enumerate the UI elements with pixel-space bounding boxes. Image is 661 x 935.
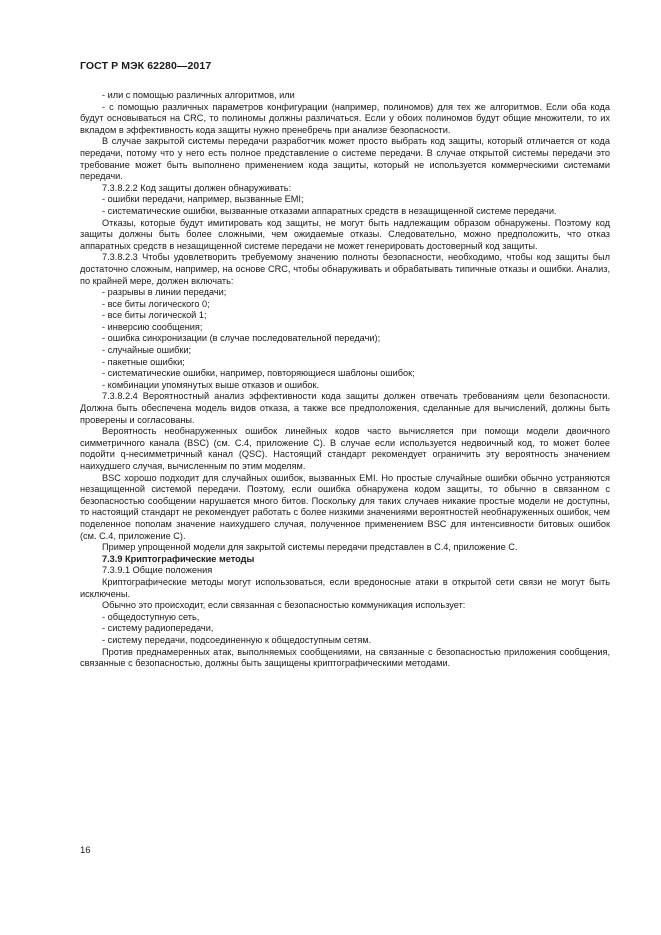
paragraph: Против преднамеренных атак, выполняемых сообщениями, на связанные с безопасностью приложения сообщения, связанные с безопасностью, должны быть защищены криптографическими методами. — [80, 646, 610, 669]
list-item: - систему радиопередачи, — [102, 623, 214, 634]
paragraph: Отказы, которые будут имитировать код защиты, не могут быть надлежащим образом обнаружены. Поэтому код защиты должны быть более сложными, чем ожидаемые отказы. Следовательно, можно предположить, что отказ аппаратных средств в незащищенной системе передачи не может генерировать достоверный код защиты. — [80, 217, 610, 251]
paragraph: Вероятность необнаруженных ошибок линейных кодов часто вычисляется при помощи модели двоичного симметричного канала (BSC) (см. С.4, приложение С). В случае если используется недвоичный код, то может более подойти q-несимметричный канал (QSC). Настоящий стандарт рекомендует ограничить эту вероятность значением наихудшего случая, вычисленным по этим моделям. — [80, 426, 610, 471]
paragraph: 7.3.8.2.3 Чтобы удовлетворить требуемому значению полноты безопасности, необходимо, чтобы код защиты был достаточно сложным, например, на основе CRC, чтобы обнаруживать и обрабатывать типичные отказы и ошибки. Анализ, по крайней мере, должен включать: — [80, 252, 610, 286]
paragraph: - систематические ошибки, вызванные отказами аппаратных средств в незащищенной системе передачи. — [102, 205, 557, 216]
list-item: - ошибка синхронизации (в случае последовательной передачи); — [102, 333, 381, 344]
list-item: - разрывы в линии передачи; — [102, 287, 227, 298]
document-header: ГОСТ Р МЭК 62280—2017 — [80, 60, 212, 72]
paragraph: - с помощью различных параметров конфигурации (например, полиномов) для тех же алгоритмов. Если оба кода будут основываться на CRC, то полиномы должны различаться. Если у обоих полиномов будут общие множители, то их вкладом в эффективность кода защиты нужно пренебречь при анализе безопасности. — [80, 101, 610, 135]
paragraph: 7.3.8.2.4 Вероятностный анализ эффективности кода защиты должен отвечать требованиям цели безопасности. Должна быть обеспечена модель видов отказа, а также все предположения, сделанные для вычислений, должны быть проверены и согласованы. — [80, 391, 610, 425]
list-item: - случайные ошибки; — [102, 345, 192, 356]
list-item: - пакетные ошибки; — [102, 356, 185, 367]
list-item: - ошибки передачи, например, вызванные EMI; — [102, 194, 304, 205]
paragraph: BSC хорошо подходит для случайных ошибок, вызванных EMI. Но простые случайные ошибки обычно устраняются незащищенной системой передачи. Поэтому, если ошибка обнаружена кодом защиты, то обычно в связанном с безопасностью сообщении нарушается много битов. Поскольку для таких случаев никакие простые модели не доступны, то настоящий стандарт не рекомендует работать с более низкими значениями вероятностей необнаруженных ошибок, чем поделенное пополам значение наихудшего случая, полученное применением BSC для интенсивности битовых ошибок (см. С.4, приложение С). — [80, 472, 610, 541]
list-item: - комбинации упомянутых выше отказов и ошибок. — [102, 379, 320, 390]
list-item: - общедоступную сеть, — [102, 611, 200, 622]
list-item: - все биты логического 0; — [102, 298, 210, 309]
list-item: - все биты логической 1; — [102, 310, 207, 321]
list-item: - или с помощью различных алгоритмов, или — [102, 90, 295, 100]
paragraph: Обычно это происходит, если связанная с безопасностью коммуникация использует: — [102, 600, 466, 611]
list-item: - систему передачи, подсоединенную к общедоступным сетям. — [102, 634, 372, 645]
list-item: - инверсию сообщения; — [102, 321, 203, 332]
paragraph: Пример упрощенной модели для закрытой системы передачи представлен в С.4, приложение С. — [102, 542, 518, 553]
paragraph: 7.3.8.2.2 Код защиты должен обнаруживать: — [102, 182, 292, 193]
page-number: 16 — [80, 845, 91, 856]
paragraph: Криптографические методы могут использоваться, если вредоносные атаки в открытой сети связи не могут быть исключены. — [80, 576, 610, 599]
document-body — [80, 90, 610, 670]
paragraph: 7.3.9.1 Общие положения — [102, 565, 213, 576]
section-heading: 7.3.9 Криптографические методы — [102, 553, 255, 564]
paragraph: В случае закрытой системы передачи разработчик может просто выбрать код защиты, который отличается от кода передачи, потому что у него есть полное представление о системе передачи. В случае открытой системы передачи это требование может быть выполнено применением кода защиты, который не используется коммерческими системами передачи. — [80, 136, 610, 182]
list-item: - систематические ошибки, например, повторяющиеся шаблоны ошибок; — [102, 368, 415, 379]
